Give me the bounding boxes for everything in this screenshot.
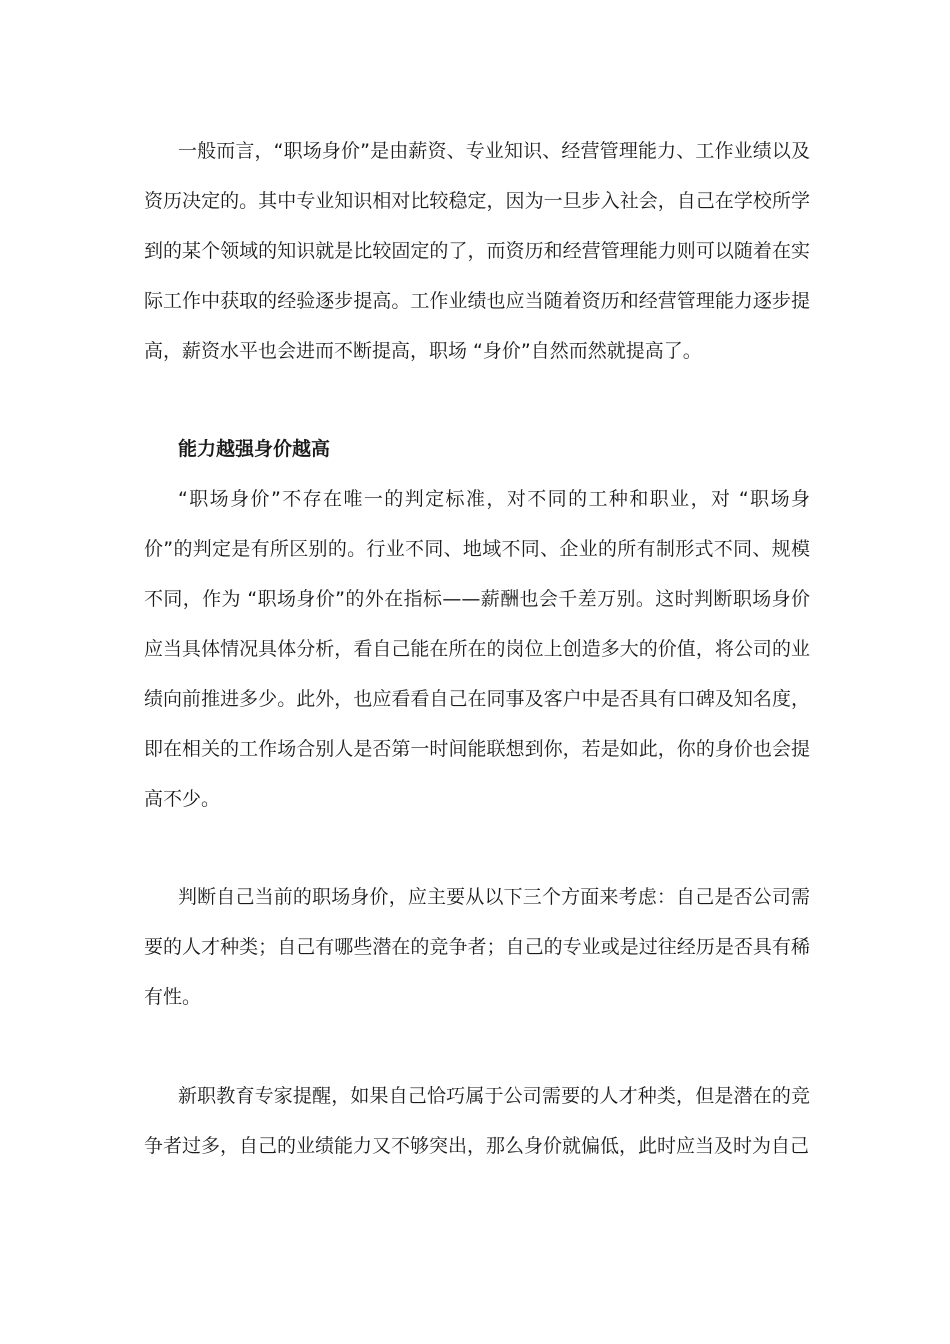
paragraph-no-single-standard: “职场身价”不存在唯一的判定标准，对不同的工种和职业，对 “职场身价”的判定是有所区别的。行业不同、地域不同、企业的所有制形式不同、规模不同，作为 “职场身价”的外在指标——薪酬也会千差万别。这时判断职场身价应当具体情况具体分析，看自己能在所在的岗位上创造多大的价值，将公司的业绩向前推进多少。此外，也应看看自己在同事及客户中是否具有口碑及知名度，即在相关的工作场合别人是否第一时间能联想到你，若是如此，你的身价也会提高不少。 [144,488,810,810]
paragraph-three-aspects: 判断自己当前的职场身价，应主要从以下三个方面来考虑：自己是否公司需要的人才种类；自己有哪些潜在的竞争者；自己的专业或是过往经历是否具有稀有性。 [144,886,810,1008]
paragraph-career-value-definition: 一般而言，“职场身价”是由薪资、专业知识、经营管理能力、工作业绩以及资历决定的。其中专业知识相对比较稳定，因为一旦步入社会，自己在学校所学到的某个领域的知识就是比较固定的了，而资历和经营管理能力则可以随着在实际工作中获取的经验逐步提高。工作业绩也应当随着资历和经营管理能力逐步提高，薪资水平也会进而不断提高，职场 “身价”自然而然就提高了。 [144,140,810,362]
section-heading: 能力越强身价越高 [178,438,331,460]
paragraph-expert-advice: 新职教育专家提醒，如果自己恰巧属于公司需要的人才种类，但是潜在的竞争者过多，自己的业绩能力又不够突出，那么身价就偏低，此时应当及时为自己 [144,1085,810,1157]
